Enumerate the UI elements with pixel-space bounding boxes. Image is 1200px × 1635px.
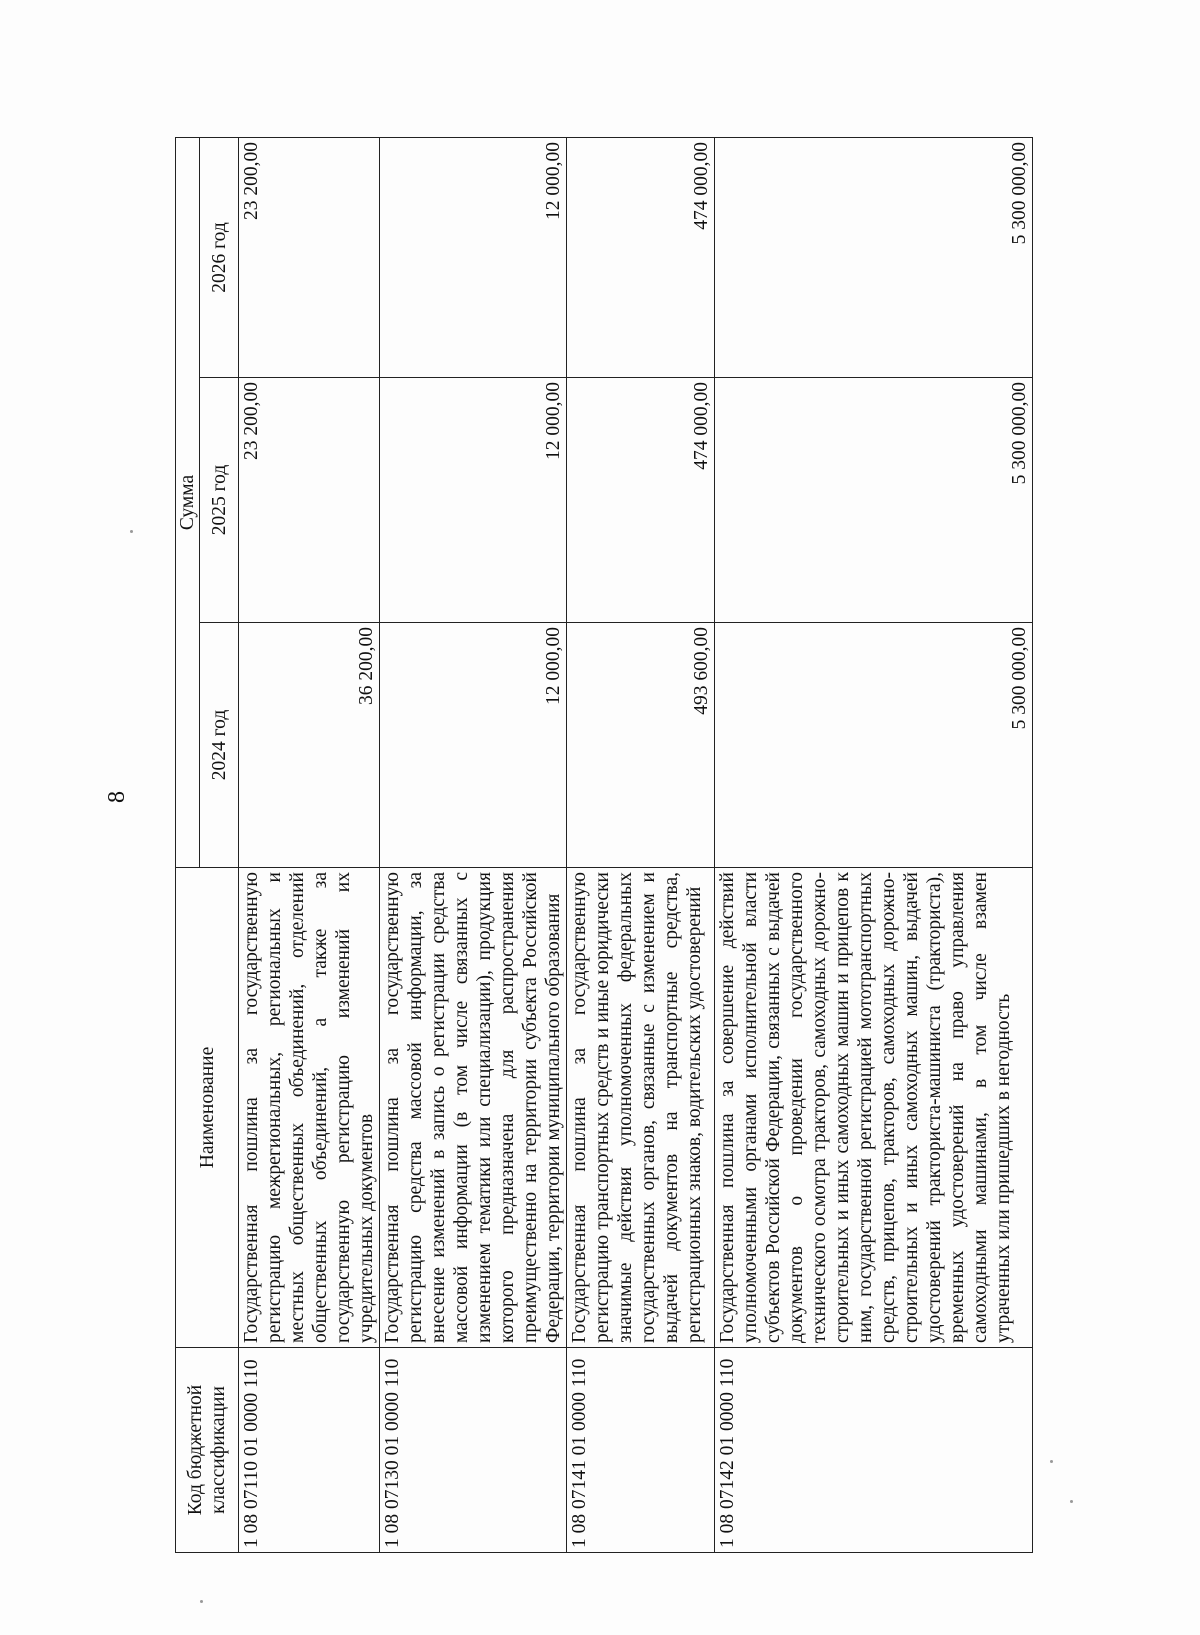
page-number: 8 <box>104 791 130 803</box>
row-amount-2024: 493 600,00 <box>567 623 715 868</box>
row-amount-2025: 12 000,00 <box>380 378 567 623</box>
row-code: 1 08 07130 01 0000 110 <box>380 1348 567 1553</box>
row-amount-2024: 5 300 000,00 <box>715 623 1033 868</box>
row-amount-2026: 12 000,00 <box>380 137 567 377</box>
header-year-2024: 2024 год <box>200 623 239 868</box>
header-year-2026: 2026 год <box>200 137 239 377</box>
row-amount-2024: 36 200,00 <box>239 623 380 868</box>
scan-speck <box>1050 1460 1053 1463</box>
row-name: Государственная пошлина за государственную регистрацию средства массовой информации, за внесение изменений в запись о регистрации средства массовой информации (в том числе связанных с изменением тематики или специализации), продукция которого предназначена для распространения преимущественно на территории субъекта Российской Федерации, территории муниципального образования <box>380 868 567 1348</box>
row-name: Государственная пошлина за государственную регистрацию межрегиональных, региональных и местных общественных объединений, отделений общественных объединений, а также за государственную регистрацию изменений их учредительных документов <box>239 868 380 1348</box>
header-name: Наименование <box>176 868 239 1348</box>
row-amount-2026: 474 000,00 <box>567 137 715 377</box>
header-row-1 <box>176 137 200 1552</box>
row-amount-2025: 23 200,00 <box>239 378 380 623</box>
header-sum: Сумма <box>176 137 200 867</box>
row-amount-2026: 23 200,00 <box>239 137 380 377</box>
scan-speck <box>130 530 133 533</box>
budget-table <box>175 137 1033 1553</box>
row-code: 1 08 07142 01 0000 110 <box>715 1348 1033 1553</box>
header-code: Код бюджетной классификации <box>176 1348 239 1553</box>
table-row <box>239 137 380 1552</box>
row-amount-2025: 474 000,00 <box>567 378 715 623</box>
row-name: Государственная пошлина за государственную регистрацию транспортных средств и иные юридически значимые действия уполномоченных федеральных государственных органов, связанные с изменением и выдачей документов на транспортные средства, регистрационных знаков, водительских удостоверений <box>567 868 715 1348</box>
row-amount-2024: 12 000,00 <box>380 623 567 868</box>
scan-speck <box>1070 1500 1073 1503</box>
header-year-2025: 2025 год <box>200 378 239 623</box>
row-amount-2025: 5 300 000,00 <box>715 378 1033 623</box>
table-row <box>567 137 715 1552</box>
rotated-table-wrapper <box>175 138 1051 1553</box>
row-code: 1 08 07141 01 0000 110 <box>567 1348 715 1553</box>
row-amount-2026: 5 300 000,00 <box>715 137 1033 377</box>
table-row <box>380 137 567 1552</box>
table-row <box>715 137 1033 1552</box>
row-name: Государственная пошлина за совершение действий уполномоченными органами исполнительной власти субъектов Российской Федерации, связанных с выдачей документов о проведении государственного технического осмотра тракторов, самоходных дорожно-строительных и иных самоходных машин и прицепов к ним, государственной регистрацией мототранспортных средств, прицепов, тракторов, самоходных дорожно-строительных и иных самоходных машин, выдачей удостоверений тракториста-машиниста (тракториста), временных удостоверений на право управления самоходными машинами, в том числе взамен утраченных или пришедших в негодность <box>715 868 1033 1348</box>
row-code: 1 08 07110 01 0000 110 <box>239 1348 380 1553</box>
scan-speck <box>200 1600 203 1603</box>
